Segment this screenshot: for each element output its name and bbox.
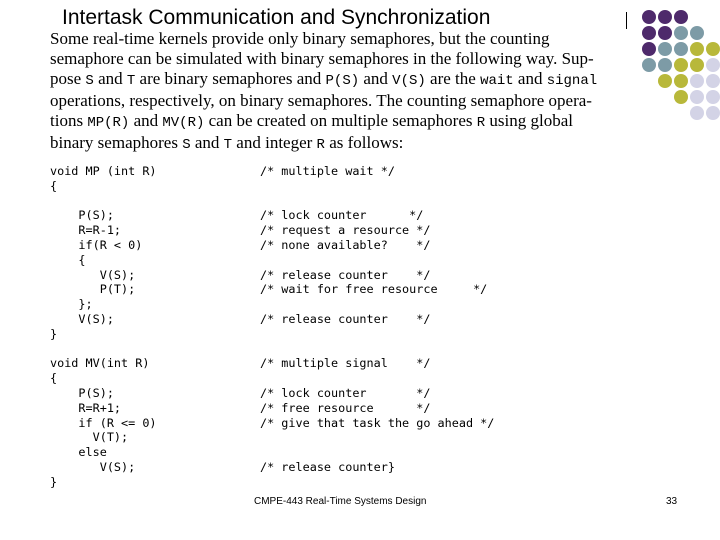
code-text: V(S); bbox=[50, 311, 114, 326]
code-comment: /* wait for free resource */ bbox=[260, 282, 488, 297]
page-number: 33 bbox=[666, 496, 678, 507]
decorative-dot bbox=[674, 26, 688, 40]
decorative-dot bbox=[642, 26, 656, 40]
code-text: else bbox=[50, 445, 107, 460]
code-line bbox=[50, 208, 424, 223]
body-paragraph bbox=[50, 29, 630, 155]
decorative-dot bbox=[642, 10, 656, 24]
paragraph-text: are binary semaphores and bbox=[135, 69, 326, 88]
paragraph-line bbox=[50, 111, 630, 133]
code-line bbox=[50, 311, 431, 327]
paragraph-text: can be created on multiple semaphores bbox=[204, 111, 477, 130]
code-comment: /* lock counter */ bbox=[260, 385, 431, 400]
slide-title: Intertask Communication and Synchronization bbox=[62, 6, 491, 29]
code-text: void MP (int R) bbox=[50, 164, 157, 178]
code-comment: /* release counter} bbox=[260, 459, 395, 474]
decorative-dot bbox=[642, 58, 656, 72]
title-divider bbox=[626, 12, 627, 29]
footer-course-title: CMPE-443 Real-Time Systems Design bbox=[254, 496, 427, 507]
code-text: if(R < 0) bbox=[50, 237, 143, 252]
code-comment: /* lock counter */ bbox=[260, 208, 424, 223]
code-comment: /* release counter */ bbox=[260, 267, 431, 282]
paragraph-text: are the bbox=[425, 69, 481, 88]
inline-code: wait bbox=[480, 73, 514, 89]
code-comment: /* multiple wait */ bbox=[260, 164, 395, 178]
paragraph-text: binary semaphores bbox=[50, 133, 183, 152]
decorative-dot bbox=[706, 42, 720, 56]
code-text: } bbox=[50, 474, 58, 489]
inline-code: signal bbox=[546, 73, 598, 89]
code-text: { bbox=[50, 178, 58, 193]
code-line bbox=[50, 385, 431, 401]
paragraph-text: tions bbox=[50, 111, 88, 130]
decorative-dot bbox=[690, 26, 704, 40]
decorative-dot-grid bbox=[640, 10, 720, 130]
code-line bbox=[50, 164, 395, 179]
code-text: R=R-1; bbox=[50, 223, 122, 238]
decorative-dot bbox=[674, 10, 688, 24]
inline-code: R bbox=[316, 137, 325, 153]
code-line bbox=[50, 342, 157, 357]
decorative-dot bbox=[642, 42, 656, 56]
inline-code: V(S) bbox=[392, 73, 426, 89]
inline-code: P(S) bbox=[325, 73, 360, 89]
decorative-dot bbox=[706, 106, 720, 120]
inline-code: R bbox=[476, 115, 486, 131]
code-text: { bbox=[50, 371, 58, 386]
decorative-dot bbox=[690, 90, 704, 104]
decorative-dot bbox=[658, 42, 672, 56]
code-text: P(S); bbox=[50, 385, 114, 400]
decorative-dot bbox=[674, 74, 688, 88]
code-listing bbox=[50, 164, 495, 490]
decorative-dot bbox=[658, 26, 672, 40]
code-line bbox=[50, 237, 431, 253]
decorative-dot bbox=[706, 90, 720, 104]
code-comment: /* give that task the go ahead */ bbox=[260, 415, 495, 430]
code-text: } bbox=[50, 326, 58, 341]
code-text: if (R <= 0) bbox=[50, 415, 157, 430]
code-line bbox=[50, 430, 157, 445]
paragraph-text: using global bbox=[485, 111, 574, 130]
code-line bbox=[50, 297, 157, 312]
paragraph-text: and integer bbox=[232, 133, 317, 152]
decorative-dot bbox=[674, 90, 688, 104]
code-text: V(T); bbox=[50, 430, 129, 445]
decorative-dot bbox=[658, 10, 672, 24]
code-comment: /* multiple signal */ bbox=[260, 356, 431, 371]
paragraph-line bbox=[50, 29, 630, 49]
paragraph-text: and bbox=[93, 69, 127, 88]
code-line bbox=[50, 179, 157, 194]
decorative-dot bbox=[690, 74, 704, 88]
code-line bbox=[50, 223, 431, 238]
code-line bbox=[50, 327, 157, 342]
code-line bbox=[50, 475, 157, 490]
decorative-dot bbox=[690, 58, 704, 72]
paragraph-text: as follows: bbox=[324, 133, 404, 152]
code-line bbox=[50, 459, 395, 475]
decorative-dot bbox=[674, 58, 688, 72]
paragraph-text: and bbox=[359, 69, 393, 88]
inline-code: S bbox=[85, 73, 94, 89]
code-text: V(S); bbox=[50, 459, 136, 474]
inline-code: T bbox=[126, 73, 136, 89]
code-text: { bbox=[50, 252, 86, 267]
code-line bbox=[50, 267, 431, 283]
decorative-dot bbox=[674, 42, 688, 56]
code-text: }; bbox=[50, 297, 93, 312]
code-line bbox=[50, 445, 157, 460]
paragraph-text: and bbox=[513, 69, 547, 88]
decorative-dot bbox=[690, 42, 704, 56]
decorative-dot bbox=[706, 58, 720, 72]
code-text: R=R+1; bbox=[50, 400, 122, 415]
code-line bbox=[50, 356, 431, 371]
code-text: void MV(int R) bbox=[50, 356, 150, 371]
code-text: P(T); bbox=[50, 282, 136, 297]
inline-code: S bbox=[182, 137, 191, 153]
paragraph-text: operations, respectively, on binary semaphores. The counting semaphore opera- bbox=[50, 91, 592, 110]
paragraph-line bbox=[50, 91, 630, 111]
inline-code: T bbox=[223, 137, 233, 153]
code-line bbox=[50, 194, 157, 209]
code-line bbox=[50, 253, 157, 268]
code-line bbox=[50, 400, 431, 416]
decorative-dot bbox=[690, 106, 704, 120]
code-text: P(S); bbox=[50, 208, 114, 223]
paragraph-text: semaphore can be simulated with binary semaphores in the following way. Sup- bbox=[50, 49, 594, 68]
paragraph-text: and bbox=[190, 133, 224, 152]
paragraph-line bbox=[50, 49, 630, 69]
decorative-dot bbox=[706, 74, 720, 88]
code-line bbox=[50, 371, 157, 386]
paragraph-text: and bbox=[129, 111, 163, 130]
code-line bbox=[50, 282, 488, 297]
decorative-dot bbox=[658, 74, 672, 88]
code-comment: /* none available? */ bbox=[260, 237, 431, 252]
inline-code: MP(R) bbox=[87, 115, 130, 131]
paragraph-text: Some real-time kernels provide only binary semaphores, but the counting bbox=[50, 29, 550, 48]
code-comment: /* release counter */ bbox=[260, 311, 431, 326]
paragraph-line bbox=[50, 69, 630, 91]
code-comment: /* request a resource */ bbox=[260, 223, 431, 238]
code-comment: /* free resource */ bbox=[260, 400, 431, 415]
inline-code: MV(R) bbox=[162, 115, 205, 131]
decorative-dot bbox=[658, 58, 672, 72]
code-text: V(S); bbox=[50, 267, 136, 282]
code-line bbox=[50, 415, 495, 431]
paragraph-line bbox=[50, 133, 630, 155]
paragraph-text: pose bbox=[50, 69, 86, 88]
